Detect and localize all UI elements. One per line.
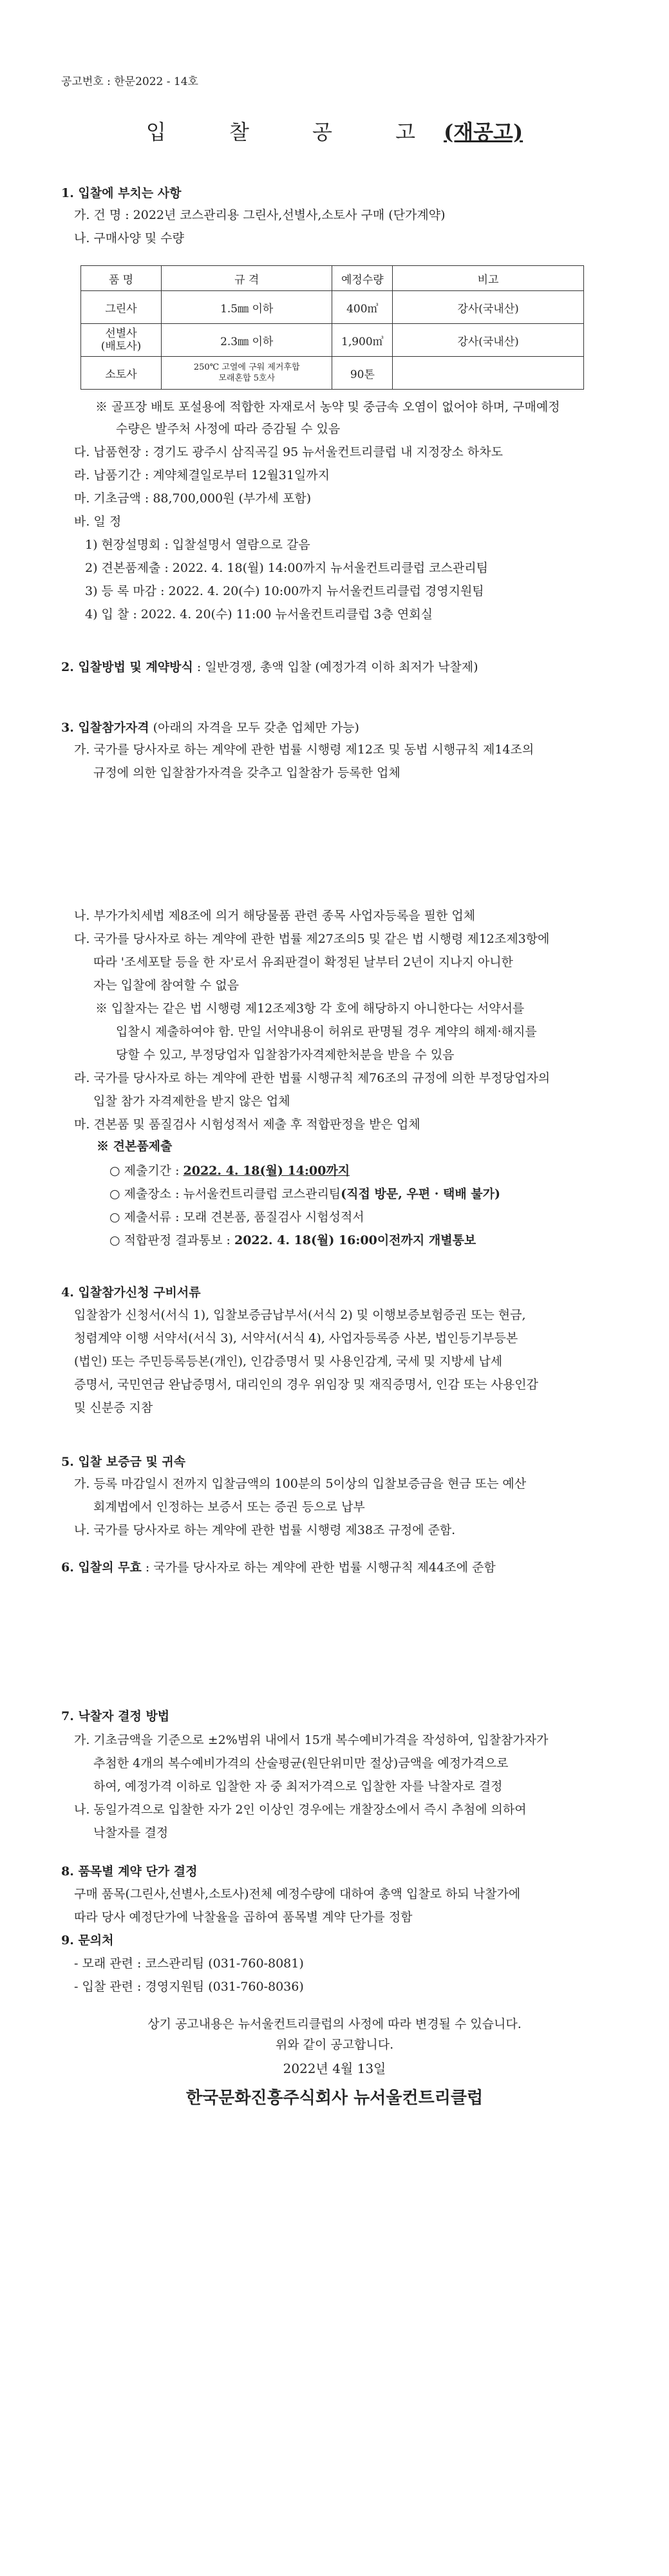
table-row — [81, 324, 584, 357]
section2-text: : 일반경쟁, 총액 입찰 (예정가격 이하 최저가 낙찰제) — [193, 660, 478, 674]
section5-heading: 5. 입찰 보증금 및 귀속 — [61, 1455, 186, 1469]
notice-number: 공고번호 : 한문2022 - 14호 — [61, 75, 198, 88]
section4-heading: 4. 입찰참가신청 구비서류 — [61, 1285, 201, 1300]
s4-line: 및 신분증 지참 — [74, 1401, 153, 1415]
cell-name: 소토사 — [81, 357, 162, 390]
s3-item-da-cont: 따라 '조세포탈 등을 한 자'로서 유죄판결이 확정된 날부터 2년이 지나지 아니한 — [93, 955, 513, 969]
s3-item-ra-cont: 입찰 참가 자격제한을 받지 않은 업체 — [93, 1094, 290, 1108]
section3-heading-tail: (아래의 자격을 모두 갖춘 업체만 가능) — [149, 721, 359, 735]
s7-line: 나. 동일가격으로 입찰한 자가 2인 이상인 경우에는 개찰장소에서 즉시 추첨에 의하여 — [74, 1803, 527, 1817]
cell-qty: 90톤 — [332, 357, 393, 390]
sample-label: ○ 적합판정 결과통보 : — [109, 1233, 234, 1247]
s8-line: 따라 당사 예정단가에 낙찰율을 곱하여 품목별 계약 단가를 정함 — [74, 1910, 413, 1924]
s1-note-line1: ※ 골프장 배토 포설용에 적합한 자재로서 농약 및 중금속 오염이 없어야 하며, 구매예정 — [95, 400, 560, 414]
section6 — [61, 1560, 496, 1575]
organization-name: 한국문화진흥주식회사 뉴서울컨트리클럽 — [185, 2088, 484, 2108]
sample-item — [109, 1186, 500, 1202]
schedule-item: 3) 등 록 마감 : 2022. 4. 20(수) 10:00까지 뉴서울컨트리클럽 경영지원팀 — [85, 584, 484, 598]
document-title — [0, 116, 669, 146]
sample-label: ○ 제출장소 : 뉴서울컨트리클럽 코스관리팀 — [109, 1187, 341, 1201]
s4-line: 입찰참가 신청서(서식 1), 입찰보증금납부서(서식 2) 및 이행보증보험증권 또는 현금, — [74, 1308, 526, 1322]
sample-label: ○ 제출서류 : 모래 견본품, 품질검사 시험성적서 — [109, 1210, 364, 1224]
title-reannounce: (재공고) — [444, 120, 523, 144]
s3-item-ga-cont: 규정에 의한 입찰참가자격을 갖추고 입찰참가 등록한 업체 — [93, 766, 400, 780]
sample-value: 2022. 4. 18(월) 14:00까지 — [183, 1164, 350, 1178]
table-row — [81, 357, 584, 390]
cell-spec: 1.5㎜ 이하 — [161, 291, 332, 324]
s8-line: 구매 품목(그린사,선별사,소토사)전체 예정수량에 대하여 총액 입찰로 하되 낙찰가에 — [74, 1887, 521, 1901]
section2-heading: 2. 입찰방법 및 계약방식 — [61, 660, 193, 674]
s1-note-line2: 수량은 발주처 사정에 따라 증감될 수 있음 — [116, 422, 341, 436]
closing-line2: 위와 같이 공고합니다. — [275, 2038, 394, 2052]
s3-item-da: 다. 국가를 당사자로 하는 계약에 관한 법률 제27조의5 및 같은 법 시행령 제12조제3항에 — [74, 932, 550, 946]
s7-line: 하여, 예정가격 이하로 입찰한 자 중 최저가격으로 입찰한 자를 낙찰자로 결정 — [93, 1779, 503, 1794]
closing-line1: 상기 공고내용은 뉴서울컨트리클럽의 사정에 따라 변경될 수 있습니다. — [147, 2017, 522, 2031]
cell-note — [393, 357, 584, 390]
s1-item-ga: 가. 건 명 : 2022년 코스관리용 그린사,선별사,소토사 구매 (단가계약) — [74, 208, 446, 222]
s5-item-na: 나. 국가를 당사자로 하는 계약에 관한 법률 시행령 제38조 규정에 준함. — [74, 1523, 456, 1537]
s3-da-note: 당할 수 있고, 부정당업자 입찰참가자격제한처분을 받을 수 있음 — [116, 1048, 455, 1062]
section3 — [61, 720, 359, 735]
s1-item-na: 나. 구매사양 및 수량 — [74, 231, 184, 245]
s4-line: 증명서, 국민연금 완납증명서, 대리인의 경우 위임장 및 재직증명서, 인감 또는 사용인감 — [74, 1378, 538, 1392]
section2 — [61, 659, 478, 675]
cell-spec: 2.3㎜ 이하 — [161, 324, 332, 357]
spec-table — [80, 265, 584, 390]
cell-note: 강사(국내산) — [393, 324, 584, 357]
section1-heading: 1. 입찰에 부치는 사항 — [61, 186, 182, 200]
cell-name: 선별사 (배토사) — [81, 324, 162, 357]
s3-item-ra: 라. 국가를 당사자로 하는 계약에 관한 법률 시행규칙 제76조의 규정에 의한 부정당업자의 — [74, 1071, 551, 1085]
s5-item-ga: 가. 등록 마감일시 전까지 입찰금액의 100분의 5이상의 입찰보증금을 현금 또는 예산 — [74, 1477, 527, 1491]
contact-item: - 입찰 관련 : 경영지원팀 (031-760-8036) — [74, 1980, 304, 1994]
cell-note: 강사(국내산) — [393, 291, 584, 324]
table-row — [81, 291, 584, 324]
s7-line: 추첨한 4개의 복수예비가격의 산술평균(원단위미만 절상)금액을 예정가격으로 — [93, 1756, 509, 1770]
cell-name: 그린사 — [81, 291, 162, 324]
schedule-item: 4) 입 찰 : 2022. 4. 20(수) 11:00 뉴서울컨트리클럽 3층 연회실 — [85, 607, 433, 621]
th-name: 품 명 — [81, 266, 162, 291]
s3-item-ga: 가. 국가를 당사자로 하는 계약에 관한 법률 시행령 제12조 및 동법 시행규칙 제14조의 — [74, 743, 534, 757]
section3-heading: 3. 입찰참가자격 — [61, 721, 149, 735]
section6-text: : 국가를 당사자로 하는 계약에 관한 법률 시행규칙 제44조에 준함 — [141, 1560, 496, 1575]
s1-item-da: 다. 납품현장 : 경기도 광주시 삼직곡길 95 뉴서울컨트리클럽 내 지정장소 하차도 — [74, 445, 503, 459]
s3-item-ma: 마. 견본품 및 품질검사 시험성적서 제출 후 적합판정을 받은 업체 — [74, 1117, 420, 1132]
s3-da-note: 입찰시 제출하여야 함. 만일 서약내용이 허위로 판명될 경우 계약의 해제·해지를 — [116, 1025, 537, 1039]
s1-item-ra: 라. 납품기간 : 계약체결일로부터 12월31일까지 — [74, 468, 330, 482]
section7-heading: 7. 낙찰자 결정 방법 — [61, 1709, 170, 1723]
title-main: 입 찰 공 고 — [146, 120, 444, 144]
cell-qty: 1,900㎥ — [332, 324, 393, 357]
sample-item — [109, 1209, 364, 1225]
sample-item — [109, 1233, 476, 1248]
section9-heading: 9. 문의처 — [61, 1933, 114, 1947]
th-spec: 규 격 — [161, 266, 332, 291]
s7-line: 낙찰자를 결정 — [93, 1826, 169, 1840]
sample-value: 2022. 4. 18(월) 16:00이전까지 개별통보 — [234, 1233, 476, 1247]
schedule-item: 2) 견본품제출 : 2022. 4. 18(월) 14:00까지 뉴서울컨트리클럽 코스관리팀 — [85, 561, 488, 575]
cell-spec: 250℃ 고열에 구워 제거후합 모래혼합 5호사 — [161, 357, 332, 390]
schedule-item: 1) 현장설명회 : 입찰설명서 열람으로 갈음 — [85, 538, 310, 552]
s7-line: 가. 기초금액을 기준으로 ±2%범위 내에서 15개 복수예비가격을 작성하여, 입찰참가자가 — [74, 1733, 549, 1747]
th-qty: 예정수량 — [332, 266, 393, 291]
spec-table-header — [81, 266, 584, 291]
s4-line: 청렴계약 이행 서약서(서식 3), 서약서(서식 4), 사업자등록증 사본, 법인등기부등본 — [74, 1331, 518, 1345]
sample-value: (직접 방문, 우편 · 택배 불가) — [341, 1187, 500, 1201]
announce-date: 2022년 4월 13일 — [283, 2061, 386, 2076]
s3-item-na: 나. 부가가치세법 제8조에 의거 해당물품 관련 종목 사업자등록을 필한 업체 — [74, 909, 476, 923]
sample-label: ○ 제출기간 : — [109, 1164, 184, 1178]
s3-item-da-cont: 자는 입찰에 참여할 수 없음 — [93, 978, 240, 992]
section8-heading: 8. 품목별 계약 단가 결정 — [61, 1864, 198, 1879]
s1-item-ma: 마. 기초금액 : 88,700,000원 (부가세 포함) — [74, 491, 312, 506]
s1-item-ba: 바. 일 정 — [74, 515, 122, 529]
s3-da-note: ※ 입찰자는 같은 법 시행령 제12조제3항 각 호에 해당하지 아니한다는 서약서를 — [95, 1001, 525, 1016]
section6-heading: 6. 입찰의 무효 — [61, 1560, 142, 1575]
cell-qty: 400㎥ — [332, 291, 393, 324]
s4-line: (법인) 또는 주민등록등본(개인), 인감증명서 및 사용인감계, 국세 및 지방세 납세 — [74, 1354, 503, 1368]
s5-item-ga-cont: 회계법에서 인정하는 보증서 또는 증권 등으로 납부 — [93, 1500, 365, 1514]
sample-heading: ※ 견본품제출 — [97, 1139, 173, 1153]
th-note: 비고 — [393, 266, 584, 291]
sample-item — [109, 1163, 350, 1179]
contact-item: - 모래 관련 : 코스관리팀 (031-760-8081) — [74, 1956, 304, 1971]
